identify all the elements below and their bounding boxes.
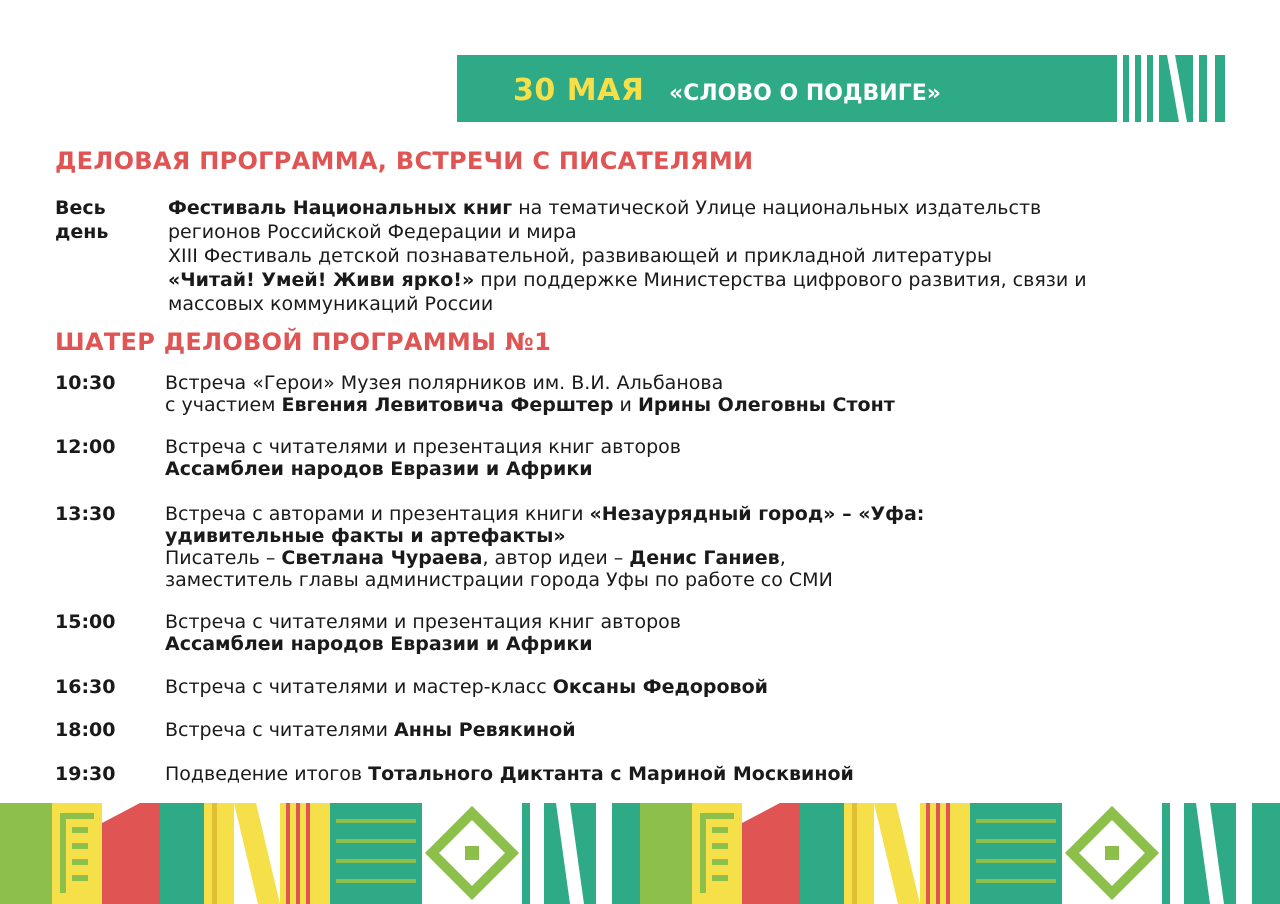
event-description [165, 372, 895, 416]
event-description [165, 436, 681, 480]
event-description [165, 503, 924, 591]
event-line: Встреча с читателями и презентация книг авторов [165, 611, 681, 633]
event-time: 16:30 [55, 676, 116, 698]
all-day-label [55, 196, 145, 244]
event-text: Встреча с читателями и мастер-класс [165, 676, 553, 698]
banner-date: 30 МАЯ [513, 73, 645, 108]
festival-name: Фестиваль Национальных книг [168, 197, 513, 219]
event-line [165, 719, 576, 741]
event-text: Подведение итогов [165, 763, 369, 785]
event-line [165, 547, 924, 569]
event-text: Встреча с авторами и презентация книги [165, 503, 590, 525]
all-day-line [168, 268, 1248, 292]
event-person: Светлана Чураева [281, 547, 483, 569]
event-line [165, 763, 854, 785]
all-day-label-line1: Весь [55, 197, 106, 219]
event-time: 18:00 [55, 719, 116, 741]
event-line: Встреча с читателями и презентация книг авторов [165, 436, 681, 458]
event-line: заместитель главы администрации города Уфы по работе со СМИ [165, 569, 833, 591]
event-text: , автор идеи – [482, 547, 630, 569]
event-time: 10:30 [55, 372, 116, 394]
banner-title: «СЛОВО О ПОДВИГЕ» [669, 81, 941, 106]
event-person: Денис Ганиев [629, 547, 780, 569]
event-person: Оксаны Федоровой [552, 676, 768, 698]
all-day-line: XIII Фестиваль детской познавательной, развивающей и прикладной литературы [168, 245, 992, 267]
section-heading-tent-1: ШАТЕР ДЕЛОВОЙ ПРОГРАММЫ №1 [55, 328, 552, 356]
event-line [165, 676, 768, 698]
all-day-line: массовых коммуникаций России [168, 293, 494, 315]
event-line: Встреча «Герои» Музея полярников им. В.И. Альбанова [165, 372, 724, 394]
event-line [165, 633, 681, 655]
book-title: удивительные факты и артефакты» [165, 525, 566, 547]
all-day-description [168, 196, 1248, 316]
event-line [165, 525, 924, 547]
event-description [165, 611, 681, 655]
event-time: 19:30 [55, 763, 116, 785]
event-person: Тотального Диктанта с Мариной Москвиной [368, 763, 854, 785]
stripes-logo-icon [1107, 55, 1225, 122]
festival-slogan: «Читай! Умей! Живи ярко!» [168, 269, 475, 291]
event-organization: Ассамблеи народов Евразии и Африки [165, 633, 593, 655]
event-text: Встреча с читателями [165, 719, 395, 741]
event-text: , [779, 547, 786, 569]
all-day-line: регионов Российской Федерации и мира [168, 221, 577, 243]
event-description [165, 719, 576, 741]
festival-desc: на тематической Улице национальных издательств [512, 197, 1042, 219]
event-person: Ирины Олеговны Стонт [637, 394, 895, 416]
event-description [165, 676, 768, 698]
event-text: с участием [165, 394, 282, 416]
event-line [165, 458, 681, 480]
event-line [165, 503, 924, 525]
event-text: и [613, 394, 638, 416]
festival-support: при поддержке Министерства цифрового развития, связи и [474, 269, 1087, 291]
event-person: Анны Ревякиной [394, 719, 576, 741]
event-person: Евгения Левитовича Ферштер [281, 394, 614, 416]
event-time: 15:00 [55, 611, 116, 633]
event-time: 12:00 [55, 436, 116, 458]
event-time: 13:30 [55, 503, 116, 525]
event-line [165, 394, 895, 416]
all-day-line [168, 196, 1248, 220]
all-day-label-line2: день [55, 221, 109, 243]
book-title: «Незаурядный город» – «Уфа: [589, 503, 925, 525]
ornament-pattern-icon [0, 803, 1280, 904]
event-organization: Ассамблеи народов Евразии и Африки [165, 458, 593, 480]
header-banner [457, 55, 1225, 122]
section-heading-business-program: ДЕЛОВАЯ ПРОГРАММА, ВСТРЕЧИ С ПИСАТЕЛЯМИ [55, 147, 754, 175]
event-description [165, 763, 854, 785]
event-text: Писатель – [165, 547, 282, 569]
